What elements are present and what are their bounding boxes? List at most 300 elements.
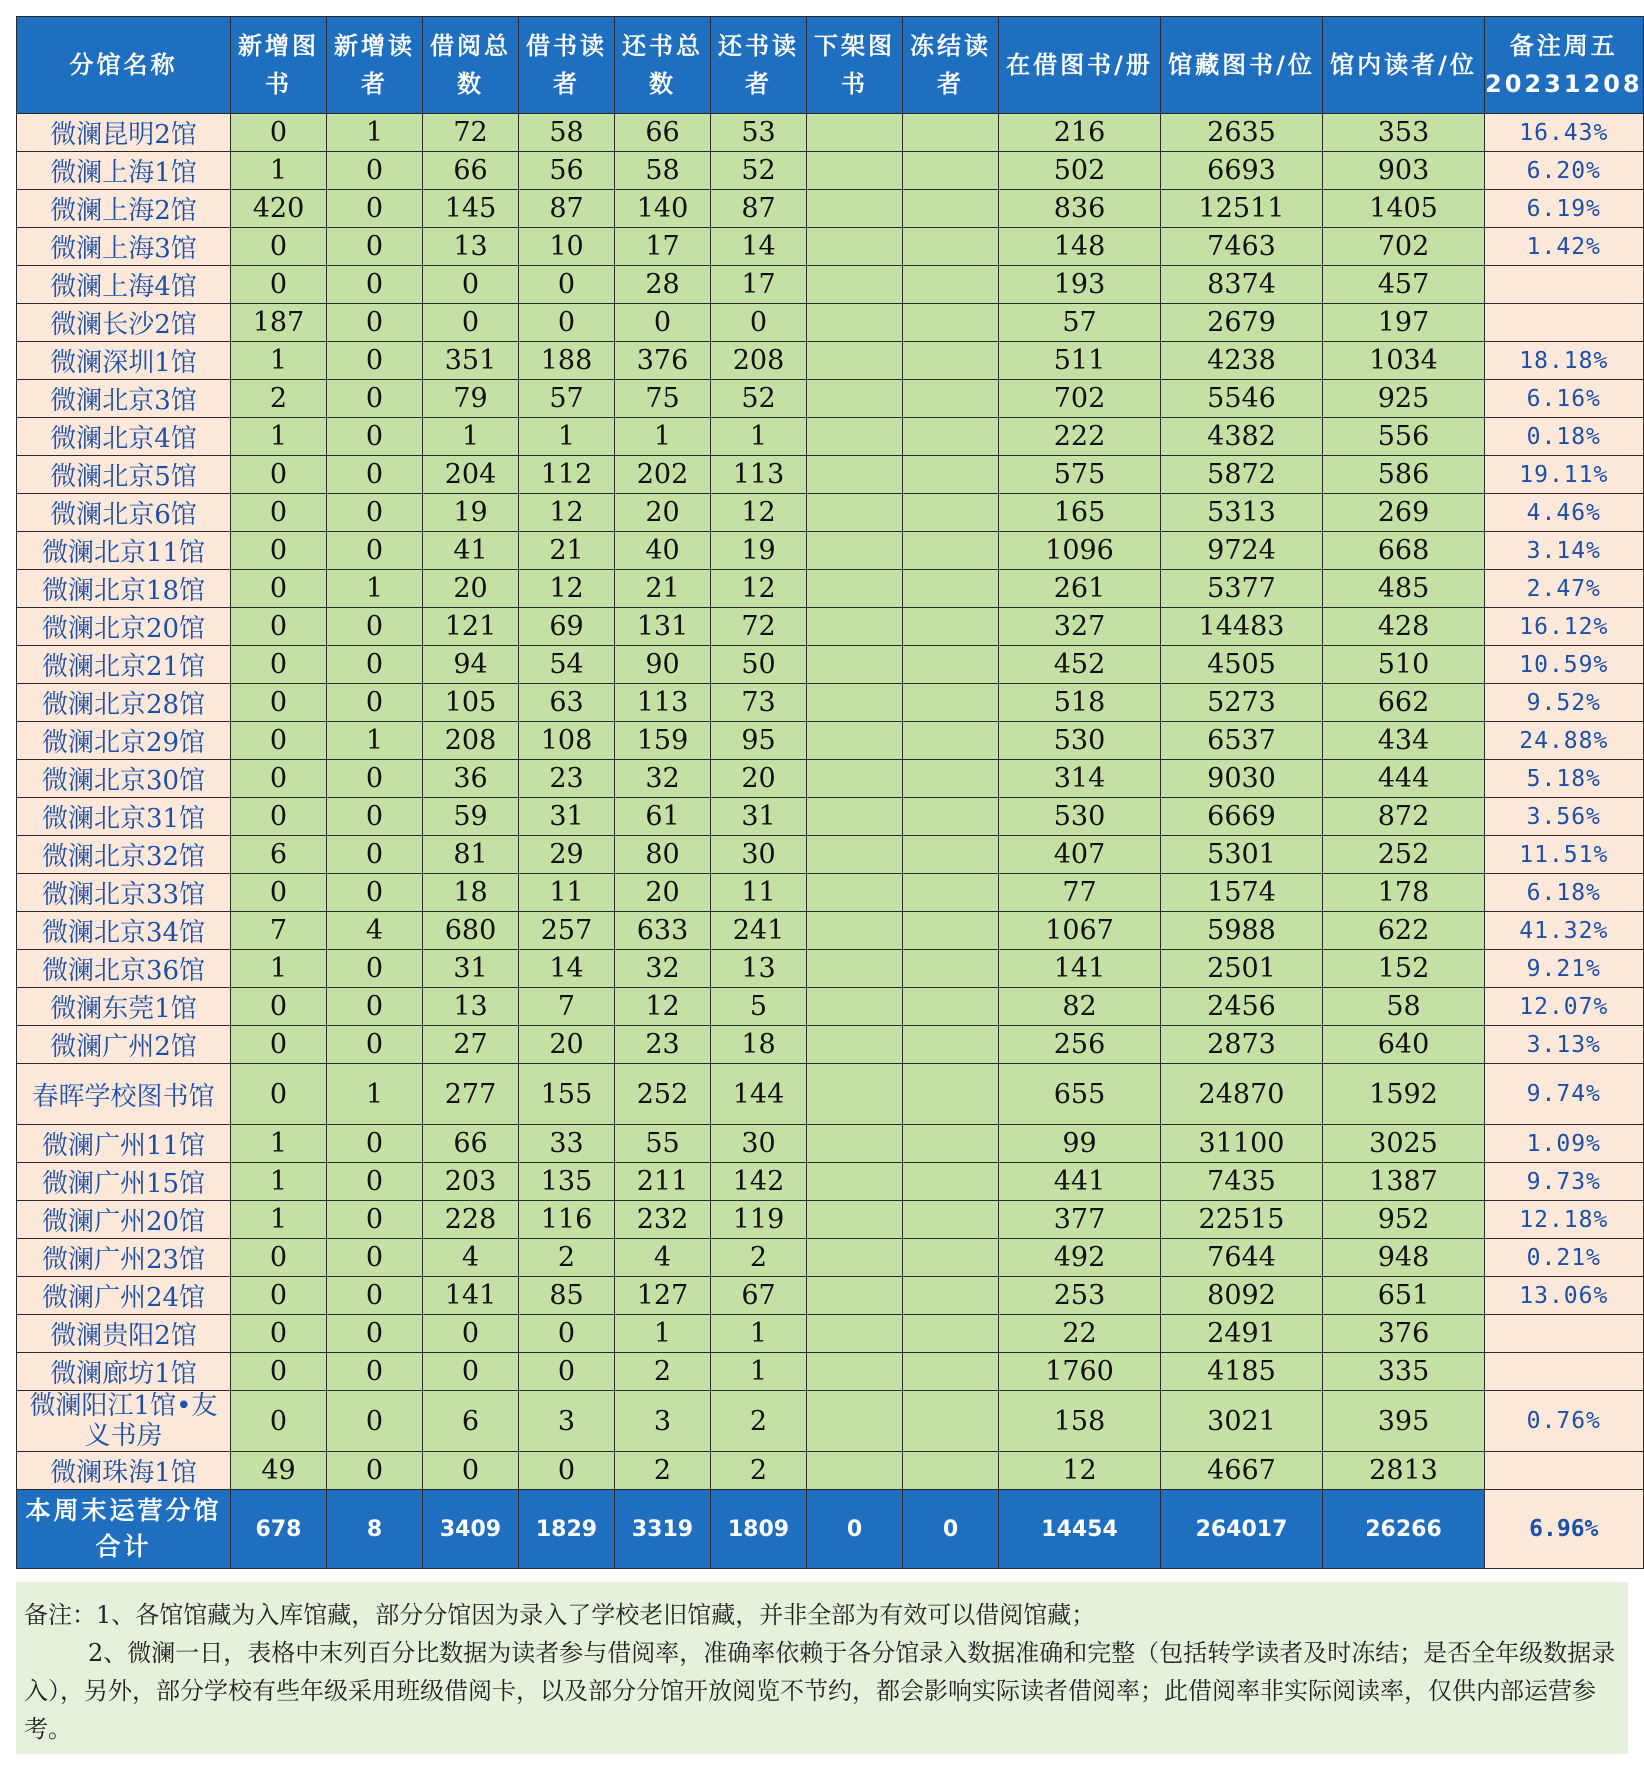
data-cell: 586 xyxy=(1323,456,1485,494)
branch-name-cell: 微澜北京3馆 xyxy=(17,380,231,418)
data-cell: 55 xyxy=(615,1125,711,1163)
data-cell: 0 xyxy=(231,494,327,532)
data-cell: 31100 xyxy=(1161,1125,1323,1163)
data-cell: 1 xyxy=(231,950,327,988)
data-cell: 30 xyxy=(711,1125,807,1163)
data-cell: 4 xyxy=(423,1239,519,1277)
borrow-rate-cell: 19.11% xyxy=(1485,456,1644,494)
data-cell: 113 xyxy=(615,684,711,722)
data-cell xyxy=(807,684,903,722)
data-cell: 12 xyxy=(711,494,807,532)
data-cell: 0 xyxy=(231,1315,327,1353)
data-cell: 1096 xyxy=(999,532,1161,570)
data-cell: 7644 xyxy=(1161,1239,1323,1277)
data-cell: 1067 xyxy=(999,912,1161,950)
data-cell: 1 xyxy=(231,1163,327,1201)
data-cell: 52 xyxy=(711,152,807,190)
data-cell: 0 xyxy=(231,1353,327,1391)
data-cell: 4 xyxy=(615,1239,711,1277)
data-cell: 952 xyxy=(1323,1201,1485,1239)
branch-name-cell: 春晖学校图书馆 xyxy=(17,1064,231,1125)
borrow-rate-cell: 5.18% xyxy=(1485,760,1644,798)
data-cell: 21 xyxy=(519,532,615,570)
data-cell: 1 xyxy=(711,1315,807,1353)
data-cell xyxy=(807,1277,903,1315)
totals-cell: 8 xyxy=(327,1490,423,1569)
data-cell: 651 xyxy=(1323,1277,1485,1315)
data-cell: 1760 xyxy=(999,1353,1161,1391)
data-cell xyxy=(903,1353,999,1391)
data-cell: 1 xyxy=(711,1353,807,1391)
data-cell: 81 xyxy=(423,836,519,874)
data-cell: 69 xyxy=(519,608,615,646)
data-cell xyxy=(903,1277,999,1315)
borrow-rate-cell: 4.46% xyxy=(1485,494,1644,532)
data-cell: 112 xyxy=(519,456,615,494)
branch-name-cell: 微澜上海4馆 xyxy=(17,266,231,304)
data-cell xyxy=(903,722,999,760)
data-cell: 2501 xyxy=(1161,950,1323,988)
data-cell: 252 xyxy=(1323,836,1485,874)
table-row xyxy=(17,152,1644,190)
table-row xyxy=(17,1391,1644,1452)
data-cell: 269 xyxy=(1323,494,1485,532)
data-cell xyxy=(807,1163,903,1201)
data-cell xyxy=(807,1201,903,1239)
data-cell xyxy=(807,342,903,380)
branch-name-cell: 微澜北京28馆 xyxy=(17,684,231,722)
data-cell: 0 xyxy=(327,798,423,836)
data-cell: 145 xyxy=(423,190,519,228)
data-cell: 0 xyxy=(231,722,327,760)
data-cell: 0 xyxy=(711,304,807,342)
data-cell: 452 xyxy=(999,646,1161,684)
data-cell: 662 xyxy=(1323,684,1485,722)
data-cell: 2 xyxy=(615,1353,711,1391)
table-row xyxy=(17,494,1644,532)
table-row xyxy=(17,342,1644,380)
data-cell: 702 xyxy=(1323,228,1485,266)
data-cell: 0 xyxy=(231,684,327,722)
data-cell: 152 xyxy=(1323,950,1485,988)
data-cell: 2813 xyxy=(1323,1452,1485,1490)
table-row xyxy=(17,380,1644,418)
borrow-rate-cell: 9.74% xyxy=(1485,1064,1644,1125)
table-row xyxy=(17,988,1644,1026)
data-cell: 252 xyxy=(615,1064,711,1125)
data-cell: 241 xyxy=(711,912,807,950)
header-borrow-total: 借阅总数 xyxy=(423,17,519,114)
data-cell: 228 xyxy=(423,1201,519,1239)
table-row xyxy=(17,760,1644,798)
table-row xyxy=(17,798,1644,836)
data-cell xyxy=(807,114,903,152)
table-row xyxy=(17,912,1644,950)
data-cell: 159 xyxy=(615,722,711,760)
table-row xyxy=(17,570,1644,608)
data-cell: 407 xyxy=(999,836,1161,874)
data-cell: 5 xyxy=(711,988,807,1026)
data-cell: 668 xyxy=(1323,532,1485,570)
data-cell: 0 xyxy=(327,950,423,988)
borrow-rate-cell: 12.18% xyxy=(1485,1201,1644,1239)
data-cell: 1 xyxy=(327,570,423,608)
data-cell: 24870 xyxy=(1161,1064,1323,1125)
data-cell: 655 xyxy=(999,1064,1161,1125)
data-cell: 327 xyxy=(999,608,1161,646)
data-cell: 1 xyxy=(711,418,807,456)
data-cell: 0 xyxy=(327,760,423,798)
totals-cell: 0 xyxy=(807,1490,903,1569)
data-cell xyxy=(807,190,903,228)
data-cell: 222 xyxy=(999,418,1161,456)
data-cell: 4238 xyxy=(1161,342,1323,380)
branch-name-cell: 微澜广州15馆 xyxy=(17,1163,231,1201)
data-cell xyxy=(903,1163,999,1201)
data-cell xyxy=(903,1239,999,1277)
data-cell: 2635 xyxy=(1161,114,1323,152)
data-cell xyxy=(807,874,903,912)
data-cell xyxy=(807,570,903,608)
borrow-rate-cell: 10.59% xyxy=(1485,646,1644,684)
data-cell: 0 xyxy=(519,1353,615,1391)
data-cell: 680 xyxy=(423,912,519,950)
data-cell: 61 xyxy=(615,798,711,836)
branch-name-cell: 微澜广州20馆 xyxy=(17,1201,231,1239)
table-row xyxy=(17,418,1644,456)
data-cell: 216 xyxy=(999,114,1161,152)
data-cell: 0 xyxy=(327,152,423,190)
data-cell: 6537 xyxy=(1161,722,1323,760)
data-cell: 20 xyxy=(711,760,807,798)
table-row xyxy=(17,114,1644,152)
data-cell: 872 xyxy=(1323,798,1485,836)
data-cell: 376 xyxy=(1323,1315,1485,1353)
data-cell: 395 xyxy=(1323,1391,1485,1452)
table-row xyxy=(17,950,1644,988)
table-row xyxy=(17,1026,1644,1064)
table-row xyxy=(17,608,1644,646)
totals-cell: 264017 xyxy=(1161,1490,1323,1569)
data-cell: 0 xyxy=(231,646,327,684)
data-cell: 5988 xyxy=(1161,912,1323,950)
borrow-rate-cell: 16.43% xyxy=(1485,114,1644,152)
totals-rate: 6.96% xyxy=(1485,1490,1644,1569)
data-cell: 5546 xyxy=(1161,380,1323,418)
borrow-rate-cell xyxy=(1485,1315,1644,1353)
data-cell: 5273 xyxy=(1161,684,1323,722)
totals-cell: 14454 xyxy=(999,1490,1161,1569)
table-row xyxy=(17,304,1644,342)
data-cell: 640 xyxy=(1323,1026,1485,1064)
data-cell: 197 xyxy=(1323,304,1485,342)
data-cell: 17 xyxy=(711,266,807,304)
data-cell xyxy=(807,1315,903,1353)
data-cell: 1 xyxy=(615,1315,711,1353)
borrow-rate-cell: 13.06% xyxy=(1485,1277,1644,1315)
data-cell: 57 xyxy=(519,380,615,418)
data-cell: 12 xyxy=(519,494,615,532)
data-cell xyxy=(807,418,903,456)
table-row xyxy=(17,266,1644,304)
data-cell xyxy=(903,532,999,570)
data-cell xyxy=(903,228,999,266)
data-cell: 32 xyxy=(615,760,711,798)
table-row xyxy=(17,1452,1644,1490)
data-cell xyxy=(807,494,903,532)
data-cell xyxy=(807,1239,903,1277)
table-row xyxy=(17,1163,1644,1201)
data-cell: 0 xyxy=(327,988,423,1026)
data-cell: 1 xyxy=(615,418,711,456)
data-cell: 457 xyxy=(1323,266,1485,304)
branch-name-cell: 微澜昆明2馆 xyxy=(17,114,231,152)
data-cell: 1 xyxy=(231,152,327,190)
data-cell: 0 xyxy=(423,266,519,304)
data-cell: 1 xyxy=(231,1201,327,1239)
branch-name-cell: 微澜上海1馆 xyxy=(17,152,231,190)
data-cell: 257 xyxy=(519,912,615,950)
borrow-rate-cell: 24.88% xyxy=(1485,722,1644,760)
data-cell: 314 xyxy=(999,760,1161,798)
data-cell xyxy=(807,1064,903,1125)
table-row xyxy=(17,646,1644,684)
data-cell: 20 xyxy=(615,494,711,532)
data-cell: 108 xyxy=(519,722,615,760)
data-cell: 12 xyxy=(615,988,711,1026)
data-cell: 0 xyxy=(231,532,327,570)
data-cell xyxy=(807,988,903,1026)
data-cell: 28 xyxy=(615,266,711,304)
data-cell: 19 xyxy=(711,532,807,570)
data-cell: 0 xyxy=(231,570,327,608)
data-cell: 6693 xyxy=(1161,152,1323,190)
header-new-readers: 新增读者 xyxy=(327,17,423,114)
branch-name-cell: 微澜北京30馆 xyxy=(17,760,231,798)
data-cell: 19 xyxy=(423,494,519,532)
data-cell: 66 xyxy=(423,152,519,190)
data-cell: 63 xyxy=(519,684,615,722)
data-cell: 144 xyxy=(711,1064,807,1125)
data-cell: 0 xyxy=(327,456,423,494)
data-cell: 158 xyxy=(999,1391,1161,1452)
totals-cell: 3319 xyxy=(615,1490,711,1569)
branch-name-cell: 微澜北京29馆 xyxy=(17,722,231,760)
data-cell xyxy=(807,152,903,190)
data-cell: 50 xyxy=(711,646,807,684)
data-cell: 2491 xyxy=(1161,1315,1323,1353)
table-row xyxy=(17,532,1644,570)
borrow-rate-cell xyxy=(1485,266,1644,304)
data-cell xyxy=(903,1125,999,1163)
data-cell: 208 xyxy=(423,722,519,760)
data-cell: 0 xyxy=(327,342,423,380)
data-cell xyxy=(807,1026,903,1064)
header-branch-name: 分馆名称 xyxy=(17,17,231,114)
data-cell: 121 xyxy=(423,608,519,646)
data-cell: 0 xyxy=(327,874,423,912)
data-cell: 20 xyxy=(615,874,711,912)
branch-name-cell: 微澜北京36馆 xyxy=(17,950,231,988)
totals-cell: 1829 xyxy=(519,1490,615,1569)
note-line-2: 2、微澜一日，表格中末列百分比数据为读者参与借阅率，准确率依赖于各分馆录入数据准确和完整（包括转学读者及时冻结；是否全年级数据录入），另外，部分学校有些年级采用班级借阅卡，以及部分分馆开放阅览不节约，都会影响实际读者借阅率；此借阅率非实际阅读率，仅供内部运营参考。 xyxy=(24,1639,1616,1743)
data-cell: 20 xyxy=(519,1026,615,1064)
data-cell: 0 xyxy=(519,1315,615,1353)
data-cell xyxy=(903,950,999,988)
data-cell: 135 xyxy=(519,1163,615,1201)
data-cell xyxy=(903,190,999,228)
data-cell: 14483 xyxy=(1161,608,1323,646)
data-cell: 0 xyxy=(519,304,615,342)
data-cell: 420 xyxy=(231,190,327,228)
data-cell: 0 xyxy=(327,1201,423,1239)
data-cell: 141 xyxy=(999,950,1161,988)
data-cell: 3 xyxy=(615,1391,711,1452)
header-row xyxy=(17,17,1644,114)
data-cell: 0 xyxy=(231,456,327,494)
header-removed-books: 下架图书 xyxy=(807,17,903,114)
data-cell: 31 xyxy=(711,798,807,836)
data-cell: 41 xyxy=(423,532,519,570)
data-cell: 3025 xyxy=(1323,1125,1485,1163)
data-cell: 58 xyxy=(519,114,615,152)
data-cell: 33 xyxy=(519,1125,615,1163)
borrow-rate-cell xyxy=(1485,1452,1644,1490)
data-cell: 492 xyxy=(999,1239,1161,1277)
header-frozen-readers: 冻结读者 xyxy=(903,17,999,114)
data-cell: 40 xyxy=(615,532,711,570)
data-cell xyxy=(807,304,903,342)
data-cell: 18 xyxy=(711,1026,807,1064)
data-cell xyxy=(903,988,999,1026)
borrow-rate-cell: 6.18% xyxy=(1485,874,1644,912)
table-row xyxy=(17,190,1644,228)
data-cell: 27 xyxy=(423,1026,519,1064)
data-cell: 82 xyxy=(999,988,1161,1026)
data-cell: 4382 xyxy=(1161,418,1323,456)
data-cell xyxy=(903,418,999,456)
data-cell: 0 xyxy=(327,380,423,418)
data-cell: 14 xyxy=(519,950,615,988)
data-cell: 575 xyxy=(999,456,1161,494)
data-cell: 13 xyxy=(423,988,519,1026)
totals-cell: 26266 xyxy=(1323,1490,1485,1569)
data-cell: 13 xyxy=(711,950,807,988)
data-cell: 253 xyxy=(999,1277,1161,1315)
borrow-rate-cell: 3.13% xyxy=(1485,1026,1644,1064)
data-cell: 1 xyxy=(423,418,519,456)
data-cell: 165 xyxy=(999,494,1161,532)
data-cell: 0 xyxy=(327,836,423,874)
data-cell: 57 xyxy=(999,304,1161,342)
data-cell: 116 xyxy=(519,1201,615,1239)
data-cell xyxy=(903,1026,999,1064)
data-cell xyxy=(903,874,999,912)
data-cell xyxy=(903,912,999,950)
header-new-books: 新增图书 xyxy=(231,17,327,114)
data-cell xyxy=(807,950,903,988)
table-row xyxy=(17,1125,1644,1163)
borrow-rate-cell: 6.19% xyxy=(1485,190,1644,228)
data-cell xyxy=(807,266,903,304)
data-cell: 0 xyxy=(231,1391,327,1452)
data-cell xyxy=(903,798,999,836)
data-cell: 0 xyxy=(327,1125,423,1163)
branch-name-cell: 微澜广州23馆 xyxy=(17,1239,231,1277)
data-cell: 925 xyxy=(1323,380,1485,418)
data-cell: 94 xyxy=(423,646,519,684)
branch-name-cell: 微澜北京4馆 xyxy=(17,418,231,456)
data-cell: 49 xyxy=(231,1452,327,1490)
data-cell: 95 xyxy=(711,722,807,760)
data-cell: 5377 xyxy=(1161,570,1323,608)
data-cell: 72 xyxy=(423,114,519,152)
totals-cell: 678 xyxy=(231,1490,327,1569)
data-cell: 0 xyxy=(231,1239,327,1277)
header-readers-in-library: 馆内读者/位 xyxy=(1323,17,1485,114)
data-cell: 0 xyxy=(231,760,327,798)
branch-name-cell: 微澜北京6馆 xyxy=(17,494,231,532)
data-cell xyxy=(807,1125,903,1163)
data-cell: 52 xyxy=(711,380,807,418)
data-cell: 377 xyxy=(999,1201,1161,1239)
data-cell: 140 xyxy=(615,190,711,228)
data-cell: 510 xyxy=(1323,646,1485,684)
data-cell: 2873 xyxy=(1161,1026,1323,1064)
table-row xyxy=(17,1201,1644,1239)
data-cell: 502 xyxy=(999,152,1161,190)
data-cell: 11 xyxy=(711,874,807,912)
table-row xyxy=(17,836,1644,874)
data-cell: 836 xyxy=(999,190,1161,228)
data-cell xyxy=(807,646,903,684)
data-cell: 203 xyxy=(423,1163,519,1201)
data-cell: 261 xyxy=(999,570,1161,608)
data-cell: 0 xyxy=(327,646,423,684)
totals-cell: 3409 xyxy=(423,1490,519,1569)
data-cell: 434 xyxy=(1323,722,1485,760)
data-cell: 0 xyxy=(327,266,423,304)
data-cell: 277 xyxy=(423,1064,519,1125)
data-cell: 53 xyxy=(711,114,807,152)
header-return-readers: 还书读者 xyxy=(711,17,807,114)
data-cell: 0 xyxy=(327,228,423,266)
data-cell: 56 xyxy=(519,152,615,190)
branch-name-cell: 微澜长沙2馆 xyxy=(17,304,231,342)
branch-name-cell: 微澜广州24馆 xyxy=(17,1277,231,1315)
data-cell: 85 xyxy=(519,1277,615,1315)
data-cell: 99 xyxy=(999,1125,1161,1163)
data-cell: 0 xyxy=(423,1353,519,1391)
data-cell: 4 xyxy=(327,912,423,950)
borrow-rate-cell: 41.32% xyxy=(1485,912,1644,950)
data-cell xyxy=(807,380,903,418)
data-cell: 0 xyxy=(231,228,327,266)
data-cell xyxy=(903,114,999,152)
data-cell: 21 xyxy=(615,570,711,608)
data-cell: 0 xyxy=(423,1452,519,1490)
data-cell xyxy=(903,1064,999,1125)
data-cell: 87 xyxy=(711,190,807,228)
data-cell: 1574 xyxy=(1161,874,1323,912)
borrow-rate-cell: 0.18% xyxy=(1485,418,1644,456)
data-cell xyxy=(903,1315,999,1353)
totals-cell: 0 xyxy=(903,1490,999,1569)
data-cell: 1405 xyxy=(1323,190,1485,228)
data-cell: 17 xyxy=(615,228,711,266)
data-cell xyxy=(807,228,903,266)
data-cell: 8092 xyxy=(1161,1277,1323,1315)
